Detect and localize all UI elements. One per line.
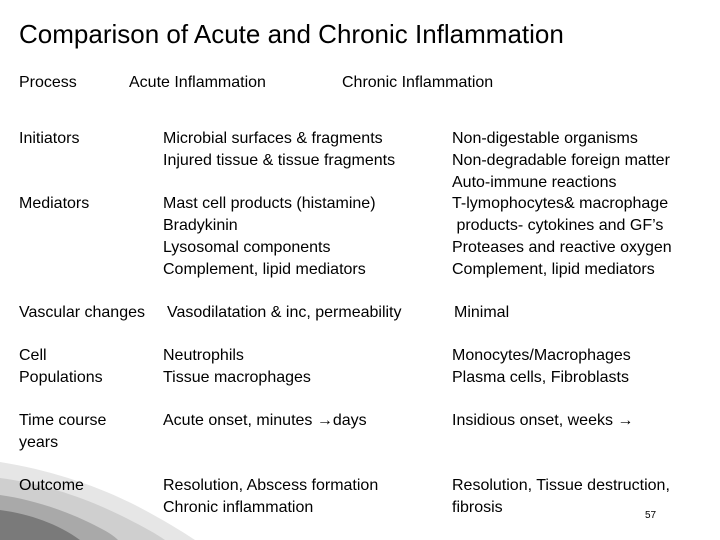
row-mediators-chronic-4: Complement, lipid mediators — [452, 261, 655, 278]
page-number: 57 — [645, 510, 657, 521]
row-cells-process-2: Populations — [19, 369, 103, 386]
row-cells-chronic-2: Plasma cells, Fibroblasts — [452, 369, 629, 386]
row-mediators-acute-3: Lysosomal components — [163, 239, 331, 256]
row-vascular-acute: Vasodilatation & inc, permeability — [167, 304, 402, 321]
row-outcome-acute-1: Resolution, Abscess formation — [163, 477, 379, 494]
row-mediators-acute-4: Complement, lipid mediators — [163, 261, 366, 278]
row-initiators-chronic-1: Non-digestable organisms — [452, 130, 638, 147]
row-time-process-2: years — [19, 434, 59, 451]
row-cells-acute-1: Neutrophils — [163, 347, 244, 364]
row-mediators-process: Mediators — [19, 195, 90, 212]
row-initiators-acute-2: Injured tissue & tissue fragments — [163, 152, 396, 169]
row-cells-chronic-1: Monocytes/Macrophages — [452, 347, 631, 364]
row-outcome-process: Outcome — [19, 477, 84, 494]
row-mediators-acute-1: Mast cell products (histamine) — [163, 195, 376, 212]
row-vascular-process: Vascular changes — [19, 304, 145, 321]
row-cells-acute-2: Tissue macrophages — [163, 369, 311, 386]
header-process: Process — [19, 74, 77, 91]
right-arrow-icon: → — [316, 412, 333, 429]
row-time-process-1: Time course — [19, 412, 107, 429]
header-acute: Acute Inflammation — [129, 74, 266, 91]
row-time-acute-days: days — [332, 412, 367, 429]
row-vascular-chronic: Minimal — [454, 304, 510, 321]
row-initiators-chronic-2: Non-degradable foreign matter — [452, 152, 670, 169]
row-initiators-acute-1: Microbial surfaces & fragments — [163, 130, 383, 147]
row-initiators-chronic-3: Auto-immune reactions — [452, 174, 617, 191]
row-outcome-chronic-1: Resolution, Tissue destruction, — [452, 477, 670, 494]
page-title: Comparison of Acute and Chronic Inflammation — [19, 19, 564, 49]
row-time-acute — [163, 410, 367, 432]
row-outcome-chronic-2: fibrosis — [452, 499, 503, 516]
right-arrow-icon: → — [617, 412, 634, 429]
row-time-chronic — [452, 410, 633, 432]
row-time-acute-text: Acute onset, minutes — [163, 412, 317, 429]
header-chronic: Chronic Inflammation — [342, 74, 494, 91]
row-initiators-process: Initiators — [19, 130, 80, 147]
row-mediators-chronic-2: products- cytokines and GF’s — [452, 217, 664, 234]
row-outcome-acute-2: Chronic inflammation — [163, 499, 314, 516]
row-time-chronic-text: Insidious onset, weeks — [452, 412, 618, 429]
row-mediators-acute-2: Bradykinin — [163, 217, 238, 234]
row-cells-process-1: Cell — [19, 347, 47, 364]
row-mediators-chronic-1: T-lymophocytes& macrophage — [452, 195, 669, 212]
row-mediators-chronic-3: Proteases and reactive oxygen — [452, 239, 672, 256]
